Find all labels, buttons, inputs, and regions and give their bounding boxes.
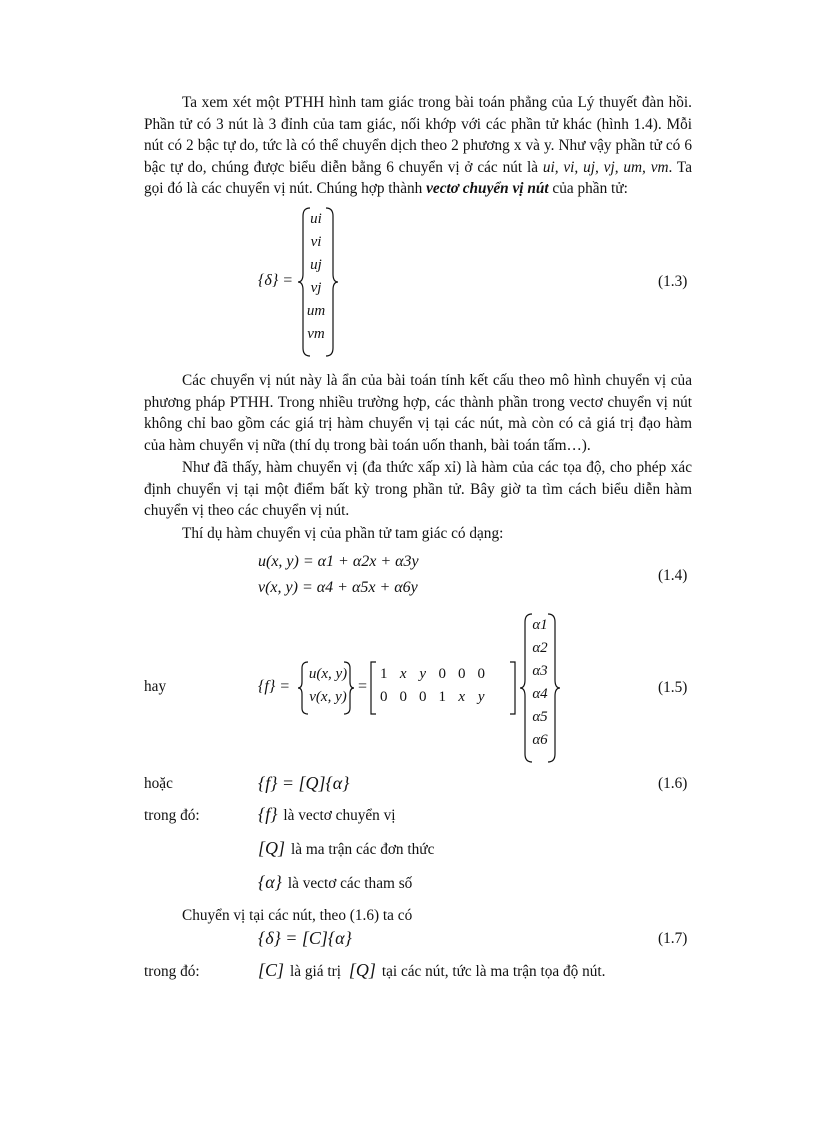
matrix-cell: 0 bbox=[458, 666, 466, 682]
where2-item: [C] là giá trị [Q] tại các nút, tức là ma trận tọa độ nút. bbox=[258, 960, 606, 980]
eq13-entry: vj bbox=[310, 280, 322, 296]
matrix-cell: x bbox=[458, 689, 466, 705]
matrix-cell: 0 bbox=[380, 689, 388, 705]
matrix-cell: 0 bbox=[419, 689, 427, 705]
matrix-cell: 1 bbox=[380, 666, 388, 682]
eq15-lhs: {f} = bbox=[258, 678, 291, 695]
eq13-vector bbox=[304, 208, 328, 346]
eq15-function-vector bbox=[304, 663, 352, 709]
eq15-label: hay bbox=[144, 678, 167, 695]
where1-item: {f} là vectơ chuyển vị bbox=[258, 804, 396, 824]
bold-term: vectơ chuyển vị nút bbox=[426, 180, 549, 197]
eq13-entry: ui bbox=[310, 211, 322, 227]
eq14-line2: v(x, y) = α4 + α5x + α6y bbox=[258, 579, 418, 596]
eq13-number: (1.3) bbox=[658, 273, 688, 290]
eq13-entry: vm bbox=[307, 326, 325, 342]
paragraph-intro: Ta xem xét một PTHH hình tam giác trong bài toán phẳng của Lý thuyết đàn hồi. Phần tử có 3 nút là 3 đỉnh của tam giác, nối khớp với các phần tử khác (hình 1.4). Mỗi nút có 2 bậc tự do, tức là có thể chuyển dịch theo 2 phương x và y. Như vậy phần tử có 6 bậc tự do, chúng được biểu diễn bằng 6 chuyển vị ở các nút là ui, vi, uj, vj, um, vm. Ta gọi đó là các chuyển vị nút. Chúng hợp thành vectơ chuyển vị nút của phần tử: bbox=[144, 94, 692, 197]
eq14-number: (1.4) bbox=[658, 567, 688, 584]
where1-item: {α} là vectơ các tham số bbox=[258, 872, 413, 892]
eq16-expression: {f} = [Q]{α} bbox=[258, 773, 350, 793]
eq16-label: hoặc bbox=[144, 775, 173, 792]
eq13-lhs: {δ} = bbox=[258, 272, 294, 289]
eq17-number: (1.7) bbox=[658, 930, 688, 947]
matrix-cell: y bbox=[419, 666, 427, 682]
eq15-vec-entry: v(x, y) bbox=[309, 689, 347, 705]
eq13-entry: um bbox=[306, 303, 326, 319]
where2-label: trong đó: bbox=[144, 963, 200, 980]
alpha-entry: α5 bbox=[532, 709, 548, 725]
alpha-entry: α4 bbox=[532, 686, 548, 702]
eq14-line1: u(x, y) = α1 + α2x + α3y bbox=[258, 553, 419, 570]
matrix-cell: 1 bbox=[438, 689, 446, 705]
eq16-number: (1.6) bbox=[658, 775, 688, 792]
where1-label: trong đó: bbox=[144, 807, 200, 824]
paragraph-nodal: Chuyển vị tại các nút, theo (1.6) ta có bbox=[182, 907, 413, 924]
nodal-displacement-list: ui, vi, uj, vj, um, vm bbox=[542, 158, 669, 176]
eq15-vec-entry: u(x, y) bbox=[308, 666, 348, 682]
matrix-cell: 0 bbox=[438, 666, 446, 682]
eq13-entry: vi bbox=[310, 234, 322, 250]
matrix-cell: x bbox=[399, 666, 407, 682]
matrix-cell: 0 bbox=[399, 689, 407, 705]
where1-item: [Q] là ma trận các đơn thức bbox=[258, 838, 435, 858]
paragraph-displacement-function: Như đã thấy, hàm chuyển vị (đa thức xấp xỉ) là hàm của các tọa độ, cho phép xác định chuyển vị tại một điểm bất kỳ trong phần tử. Bây giờ ta tìm cách biểu diễn hàm chuyển vị theo các chuyển vị nút. bbox=[144, 459, 692, 519]
eq15-equals: = bbox=[358, 678, 368, 695]
alpha-entry: α2 bbox=[532, 640, 548, 656]
alpha-entry: α6 bbox=[532, 732, 548, 748]
eq15-number: (1.5) bbox=[658, 679, 688, 696]
paragraph-unknowns: Các chuyển vị nút này là ẩn của bài toán tính kết cấu theo mô hình chuyển vị của phương pháp PTHH. Trong nhiều trường hợp, các thành phần trong vectơ chuyển vị nút không chỉ bao gồm các giá trị hàm chuyển vị tại các nút, mà còn có cả giá trị đạo hàm của hàm chuyển vị nữa (thí dụ trong bài toán uốn thanh, bài toán tấm…). bbox=[144, 372, 692, 454]
eq15-matrix bbox=[374, 663, 491, 709]
paragraph-example: Thí dụ hàm chuyển vị của phần tử tam giác có dạng: bbox=[182, 525, 504, 542]
matrix-cell: y bbox=[477, 689, 485, 705]
eq15-alpha-vector bbox=[526, 614, 554, 752]
matrix-cell: 0 bbox=[477, 666, 485, 682]
eq13-entry: uj bbox=[310, 257, 322, 273]
eq17-expression: {δ} = [C]{α} bbox=[258, 928, 352, 948]
alpha-entry: α3 bbox=[532, 663, 548, 679]
alpha-entry: α1 bbox=[532, 617, 548, 633]
